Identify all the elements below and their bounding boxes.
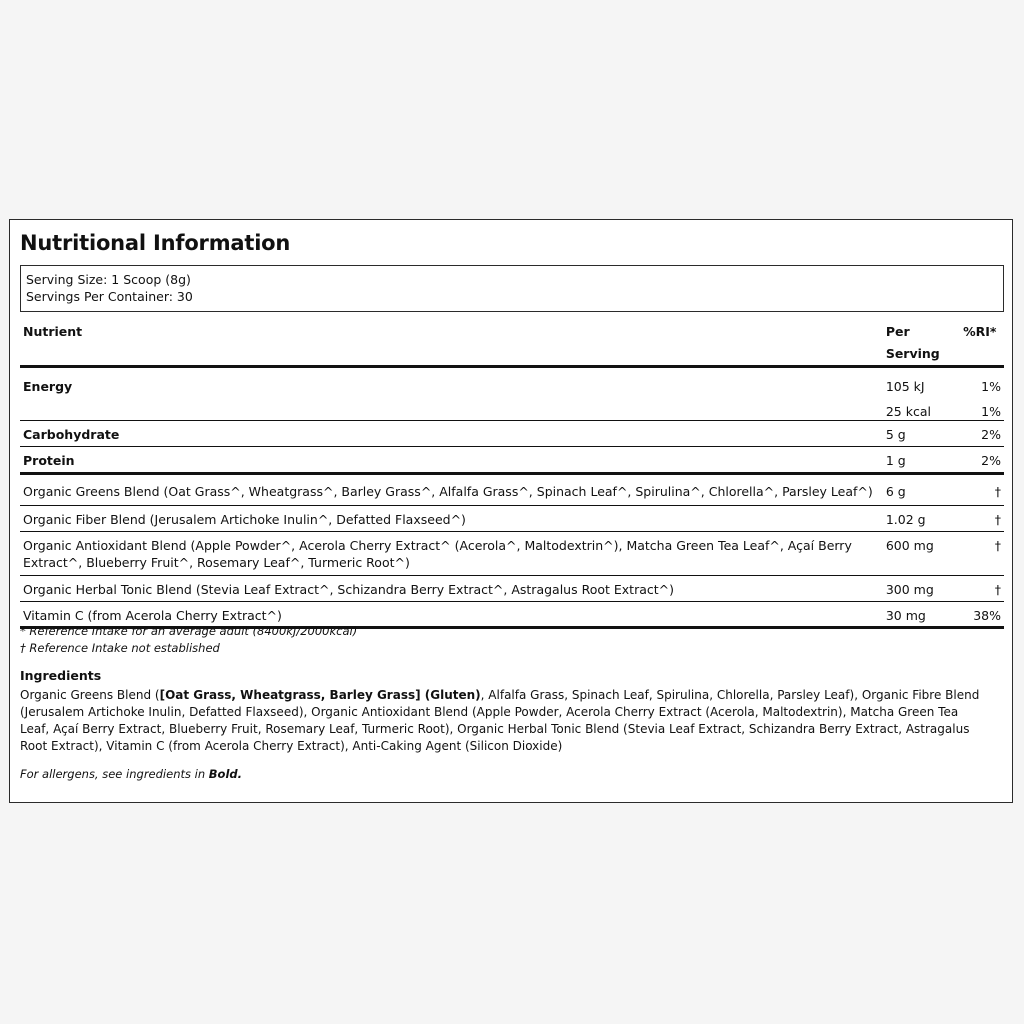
vitamin-c-label: Vitamin C (from Acerola Cherry Extract^) <box>20 602 886 628</box>
antioxidant-label: Organic Antioxidant Blend (Apple Powder^, Acerola Cherry Extract^ (Acerola^, Maltodextrin^), Matcha Green Tea Leaf^, Açaí Berry Extract^, Blueberry Fruit^, Rosemary Leaf^, Turmeric Root^) <box>20 532 886 576</box>
greens-ri: † <box>963 474 1004 506</box>
herbal-value: 300 mg <box>886 576 963 602</box>
energy-label: Energy <box>23 379 73 394</box>
protein-ri: 2% <box>963 447 1004 474</box>
allergen-note <box>20 767 242 781</box>
protein-value: 1 g <box>886 447 963 474</box>
fiber-value: 1.02 g <box>886 506 963 532</box>
ingredients-text <box>20 687 990 755</box>
antioxidant-ri: † <box>963 532 1004 576</box>
table-row-carbohydrate <box>20 421 1004 447</box>
table-row-energy-kcal <box>20 395 1004 421</box>
carbohydrate-label: Carbohydrate <box>20 421 886 447</box>
footnote-ri: * Reference Intake for an average adult (8400kJ/2000kcal) <box>20 624 358 638</box>
header-per-serving: Per Serving <box>886 321 963 367</box>
table-row-energy-kj <box>20 367 1004 396</box>
footnotes <box>20 623 357 657</box>
antioxidant-value: 600 mg <box>886 532 963 576</box>
fiber-label: Organic Fiber Blend (Jerusalem Artichoke Inulin^, Defatted Flaxseed^) <box>20 506 886 532</box>
ingredients-heading: Ingredients <box>20 668 102 683</box>
table-header-row <box>20 321 1004 367</box>
panel-title: Nutritional Information <box>20 231 291 255</box>
table-row-greens <box>20 474 1004 506</box>
carbohydrate-value: 5 g <box>886 421 963 447</box>
ingredients-bold-allergens: [Oat Grass, Wheatgrass, Barley Grass] (Gluten) <box>159 688 481 702</box>
herbal-ri: † <box>963 576 1004 602</box>
table-row-fiber <box>20 506 1004 532</box>
greens-label: Organic Greens Blend (Oat Grass^, Wheatgrass^, Barley Grass^, Alfalfa Grass^, Spinach Leaf^, Spirulina^, Chlorella^, Parsley Leaf^) <box>20 474 886 506</box>
ingredients-part-1: Organic Greens Blend ( <box>20 688 160 702</box>
servings-per-container: Servings Per Container: 30 <box>26 289 193 304</box>
energy-kj-value: 105 kJ <box>885 379 925 394</box>
header-ri: %RI* <box>963 321 1004 367</box>
energy-kcal-value: 25 kcal <box>886 395 963 421</box>
table-row-antioxidant <box>20 532 1004 576</box>
header-nutrient: Nutrient <box>20 321 886 367</box>
ingredients-part-2: , Alfalfa Grass, Spinach Leaf, Spirulina, Chlorella, Parsley Leaf), Organic Fibre Blend (Jerusalem Artichoke Inulin, Defatted Flaxseed), Organic Antioxidant Blend (Apple Powder, Acerola Cherry Extract (Acerola, Maltodextrin), Matcha Green Tea Leaf, Açaí Berry Extract, Blueberry Fruit, Rosemary Leaf, Turmeric Root), Organic Herbal Tonic Blend (Stevia Leaf Extract, Schizandra Berry Extract, Astragalus Root Extract), Vitamin C (from Acerola Cherry Extract), Anti-Caking Agent (Silicon Dioxide) <box>20 688 980 753</box>
energy-kj-ri: 1% <box>981 379 1001 394</box>
nutrition-panel <box>9 219 1013 803</box>
serving-size: Serving Size: 1 Scoop (8g) <box>26 272 191 287</box>
allergen-bold-word: Bold. <box>208 767 242 781</box>
vitamin-c-ri: 38% <box>963 602 1004 628</box>
nutrient-table <box>20 321 1004 629</box>
protein-label: Protein <box>20 447 886 474</box>
energy-kcal-ri: 1% <box>963 395 1004 421</box>
fiber-ri: † <box>963 506 1004 532</box>
serving-info-box <box>20 265 1004 312</box>
table-row-herbal <box>20 576 1004 602</box>
carbohydrate-ri: 2% <box>963 421 1004 447</box>
herbal-label: Organic Herbal Tonic Blend (Stevia Leaf Extract^, Schizandra Berry Extract^, Astragalus Root Extract^) <box>20 576 886 602</box>
vitamin-c-value: 30 mg <box>886 602 963 628</box>
table-row-protein <box>20 447 1004 474</box>
allergen-text: For allergens, see ingredients in <box>20 767 209 781</box>
greens-value: 6 g <box>886 474 963 506</box>
footnote-dagger: † Reference Intake not established <box>20 641 220 655</box>
